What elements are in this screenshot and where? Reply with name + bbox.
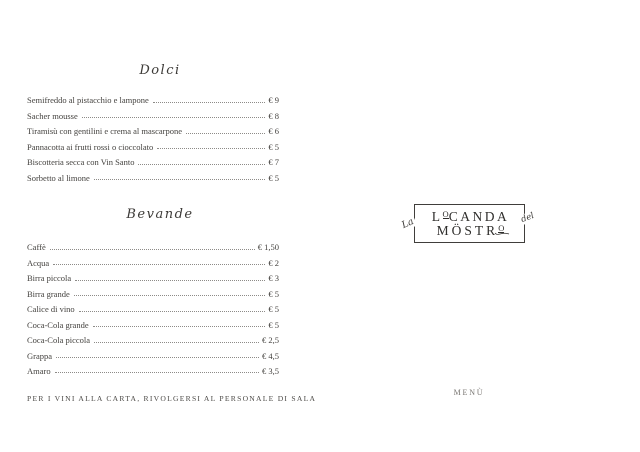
menu-item-price: € 3,5: [262, 365, 279, 376]
menu-item-row: [27, 330, 279, 345]
logo-small-o: O: [442, 208, 449, 219]
dotted-leader: [55, 372, 259, 373]
menu-item-price: € 9: [268, 95, 279, 106]
menu-item-price: € 5: [268, 288, 279, 299]
menu-item-price: € 5: [268, 304, 279, 315]
logo-line-mostro: [435, 224, 505, 238]
menu-item-name: Semifreddo al pistacchio e lampone: [27, 95, 149, 106]
logo-script-del: del: [519, 211, 536, 225]
menu-item-row: [27, 314, 279, 329]
menu-item-price: € 2,5: [262, 335, 279, 346]
menu-item-row: [27, 299, 279, 314]
menu-list-bevande: [27, 237, 279, 376]
logo-letters: MÖSTR: [436, 222, 499, 238]
menu-item-row: [27, 268, 279, 283]
section-heading-dolci: Dolci: [139, 63, 181, 78]
menu-item-price: € 5: [268, 141, 279, 152]
menu-list-dolci: [27, 90, 279, 183]
menu-item-name: Acqua: [27, 257, 50, 268]
restaurant-logo: [400, 204, 536, 243]
logo-flourish-icon: [494, 231, 510, 237]
menu-item-price: € 8: [268, 110, 279, 121]
dotted-leader: [153, 102, 266, 103]
menu-item-row: [27, 136, 279, 151]
menu-item-row: [27, 167, 279, 182]
dotted-leader: [50, 249, 255, 250]
dotted-leader: [75, 280, 265, 281]
dotted-leader: [79, 311, 266, 312]
menu-item-price: € 5: [268, 319, 279, 330]
menu-item-row: [27, 237, 279, 252]
menu-item-row: [27, 361, 279, 376]
logo-small-o: O: [498, 222, 505, 233]
menu-item-name: Coca-Cola piccola: [27, 335, 91, 346]
menu-item-name: Birra grande: [27, 288, 70, 299]
logo-letters: CANDA: [448, 208, 510, 224]
menu-item-price: € 5: [268, 172, 279, 183]
menu-item-price: € 3: [268, 273, 279, 284]
logo-line-locanda: [430, 210, 509, 224]
menu-item-row: [27, 283, 279, 298]
menu-item-row: [27, 345, 279, 360]
menu-item-price: € 7: [268, 157, 279, 168]
menu-item-price: € 2: [268, 257, 279, 268]
dotted-leader: [74, 295, 266, 296]
section-heading-bevande: Bevande: [126, 207, 194, 222]
menu-item-name: Calice di vino: [27, 304, 75, 315]
dotted-leader: [93, 326, 266, 327]
menu-item-row: [27, 105, 279, 120]
menu-item-name: Sorbetto al limone: [27, 172, 90, 183]
menu-item-name: Biscotteria secca con Vin Santo: [27, 157, 135, 168]
dotted-leader: [186, 133, 265, 134]
menu-item-row: [27, 90, 279, 105]
dotted-leader: [94, 179, 266, 180]
menu-page-label: MENÙ: [453, 388, 485, 397]
menu-item-row: [27, 121, 279, 136]
dotted-leader: [56, 357, 259, 358]
menu-item-name: Coca-Cola grande: [27, 319, 89, 330]
menu-item-name: Tiramisù con gentilini e crema al mascarpone: [27, 126, 183, 137]
menu-item-name: Pannacotta ai frutti rossi o cioccolato: [27, 141, 154, 152]
menu-item-price: € 4,5: [262, 350, 279, 361]
dotted-leader: [82, 117, 266, 118]
menu-item-row: [27, 152, 279, 167]
logo-script-la: La: [400, 216, 416, 232]
menu-item-name: Sacher mousse: [27, 110, 78, 121]
menu-item-name: Birra piccola: [27, 273, 72, 284]
menu-item-name: Caffè: [27, 242, 46, 253]
menu-item-name: Amaro: [27, 365, 51, 376]
dotted-leader: [94, 342, 259, 343]
dotted-leader: [157, 148, 265, 149]
logo-letter: L: [431, 208, 443, 224]
wine-service-note: PER I VINI ALLA CARTA, RIVOLGERSI AL PERSONALE DI SALA: [27, 394, 317, 403]
menu-item-price: € 1,50: [257, 242, 279, 253]
menu-item-price: € 6: [268, 126, 279, 137]
dotted-leader: [53, 264, 265, 265]
menu-item-name: Grappa: [27, 350, 53, 361]
dotted-leader: [138, 164, 265, 165]
menu-item-row: [27, 252, 279, 267]
